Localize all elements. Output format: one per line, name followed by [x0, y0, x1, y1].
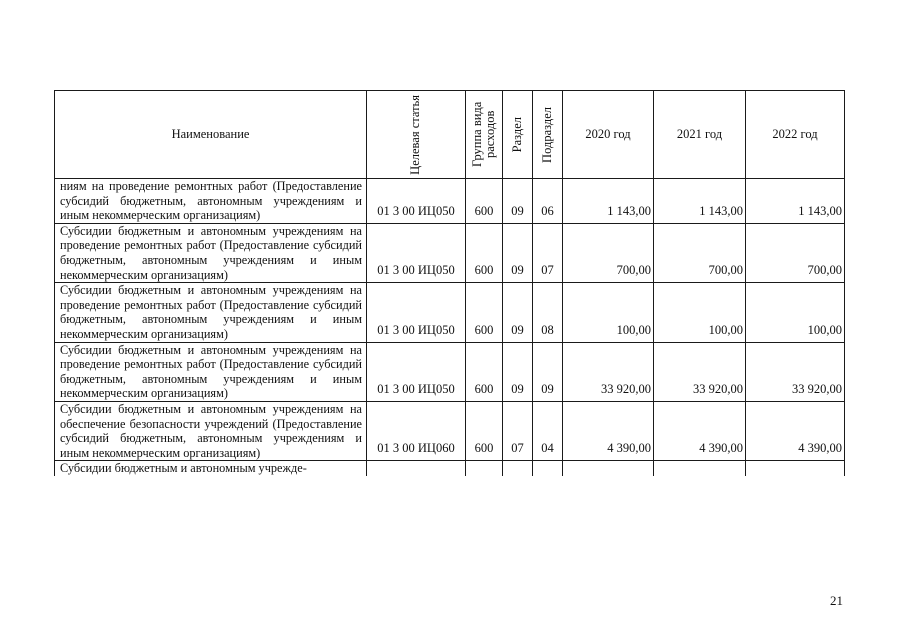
- row-section: 09: [503, 283, 533, 342]
- row-expense-group: [466, 461, 503, 476]
- row-target-article: 01 3 00 ИЦ050: [367, 283, 466, 342]
- row-section: 09: [503, 342, 533, 401]
- row-amount-2021: 100,00: [654, 283, 746, 342]
- row-subsection: 07: [533, 223, 563, 282]
- row-amount-2021: 33 920,00: [654, 342, 746, 401]
- row-amount-2020: 1 143,00: [563, 179, 654, 224]
- row-name: Субсидии бюджетным и автономным учреждениям на проведение ремонтных работ (Предоставление субсидий бюджетным, автономным учреждениям и иным некоммерческим организациям): [55, 342, 367, 401]
- header-target-article: Целевая статья: [367, 91, 466, 179]
- row-expense-group: 600: [466, 401, 503, 460]
- row-subsection: 04: [533, 401, 563, 460]
- table-header-row: [55, 91, 845, 179]
- row-subsection: 06: [533, 179, 563, 224]
- row-amount-2022: [746, 461, 845, 476]
- row-amount-2020: 33 920,00: [563, 342, 654, 401]
- row-amount-2022: 33 920,00: [746, 342, 845, 401]
- row-name: Субсидии бюджетным и автономным учреждениям на проведение ремонтных работ (Предоставление субсидий бюджетным, автономным учреждениям и иным некоммерческим организациям): [55, 283, 367, 342]
- row-expense-group: 600: [466, 342, 503, 401]
- row-amount-2021: 1 143,00: [654, 179, 746, 224]
- row-name: Субсидии бюджетным и автономным учрежде-: [55, 461, 367, 476]
- row-name: ниям на проведение ремонтных работ (Предоставление субсидий бюджетным, автономным учреждениям и иным некоммерческим организациям): [55, 179, 367, 224]
- header-section: Раздел: [503, 91, 533, 179]
- header-name: Наименование: [55, 91, 367, 179]
- header-2020: 2020 год: [563, 91, 654, 179]
- table-row: [55, 401, 845, 460]
- row-name: Субсидии бюджетным и автономным учреждениям на проведение ремонтных работ (Предоставление субсидий бюджетным, автономным учреждениям и иным некоммерческим организациям): [55, 223, 367, 282]
- row-target-article: 01 3 00 ИЦ060: [367, 401, 466, 460]
- table-row: [55, 461, 845, 476]
- row-amount-2021: [654, 461, 746, 476]
- row-amount-2020: [563, 461, 654, 476]
- row-amount-2021: 4 390,00: [654, 401, 746, 460]
- header-expense-group: Группа вида расходов: [466, 91, 503, 179]
- row-name: Субсидии бюджетным и автономным учреждениям на обеспечение безопасности учреждений (Предоставление субсидий бюджетным, автономным учреждениям и иным некоммерческим организациям): [55, 401, 367, 460]
- row-subsection: [533, 461, 563, 476]
- row-amount-2022: 700,00: [746, 223, 845, 282]
- page-number: 21: [830, 593, 843, 608]
- row-target-article: 01 3 00 ИЦ050: [367, 223, 466, 282]
- row-subsection: 09: [533, 342, 563, 401]
- header-2021: 2021 год: [654, 91, 746, 179]
- header-2022: 2022 год: [746, 91, 845, 179]
- row-section: 07: [503, 401, 533, 460]
- row-section: 09: [503, 223, 533, 282]
- row-amount-2022: 4 390,00: [746, 401, 845, 460]
- table-row: [55, 179, 845, 224]
- row-amount-2021: 700,00: [654, 223, 746, 282]
- row-amount-2020: 4 390,00: [563, 401, 654, 460]
- row-expense-group: 600: [466, 283, 503, 342]
- row-target-article: 01 3 00 ИЦ050: [367, 342, 466, 401]
- row-section: 09: [503, 179, 533, 224]
- row-amount-2020: 700,00: [563, 223, 654, 282]
- row-amount-2022: 1 143,00: [746, 179, 845, 224]
- row-subsection: 08: [533, 283, 563, 342]
- row-target-article: 01 3 00 ИЦ050: [367, 179, 466, 224]
- row-amount-2022: 100,00: [746, 283, 845, 342]
- table-row: [55, 223, 845, 282]
- budget-table: [54, 90, 845, 476]
- row-amount-2020: 100,00: [563, 283, 654, 342]
- row-target-article: [367, 461, 466, 476]
- row-section: [503, 461, 533, 476]
- table-row: [55, 283, 845, 342]
- header-subsection: Подраздел: [533, 91, 563, 179]
- table-row: [55, 342, 845, 401]
- row-expense-group: 600: [466, 179, 503, 224]
- row-expense-group: 600: [466, 223, 503, 282]
